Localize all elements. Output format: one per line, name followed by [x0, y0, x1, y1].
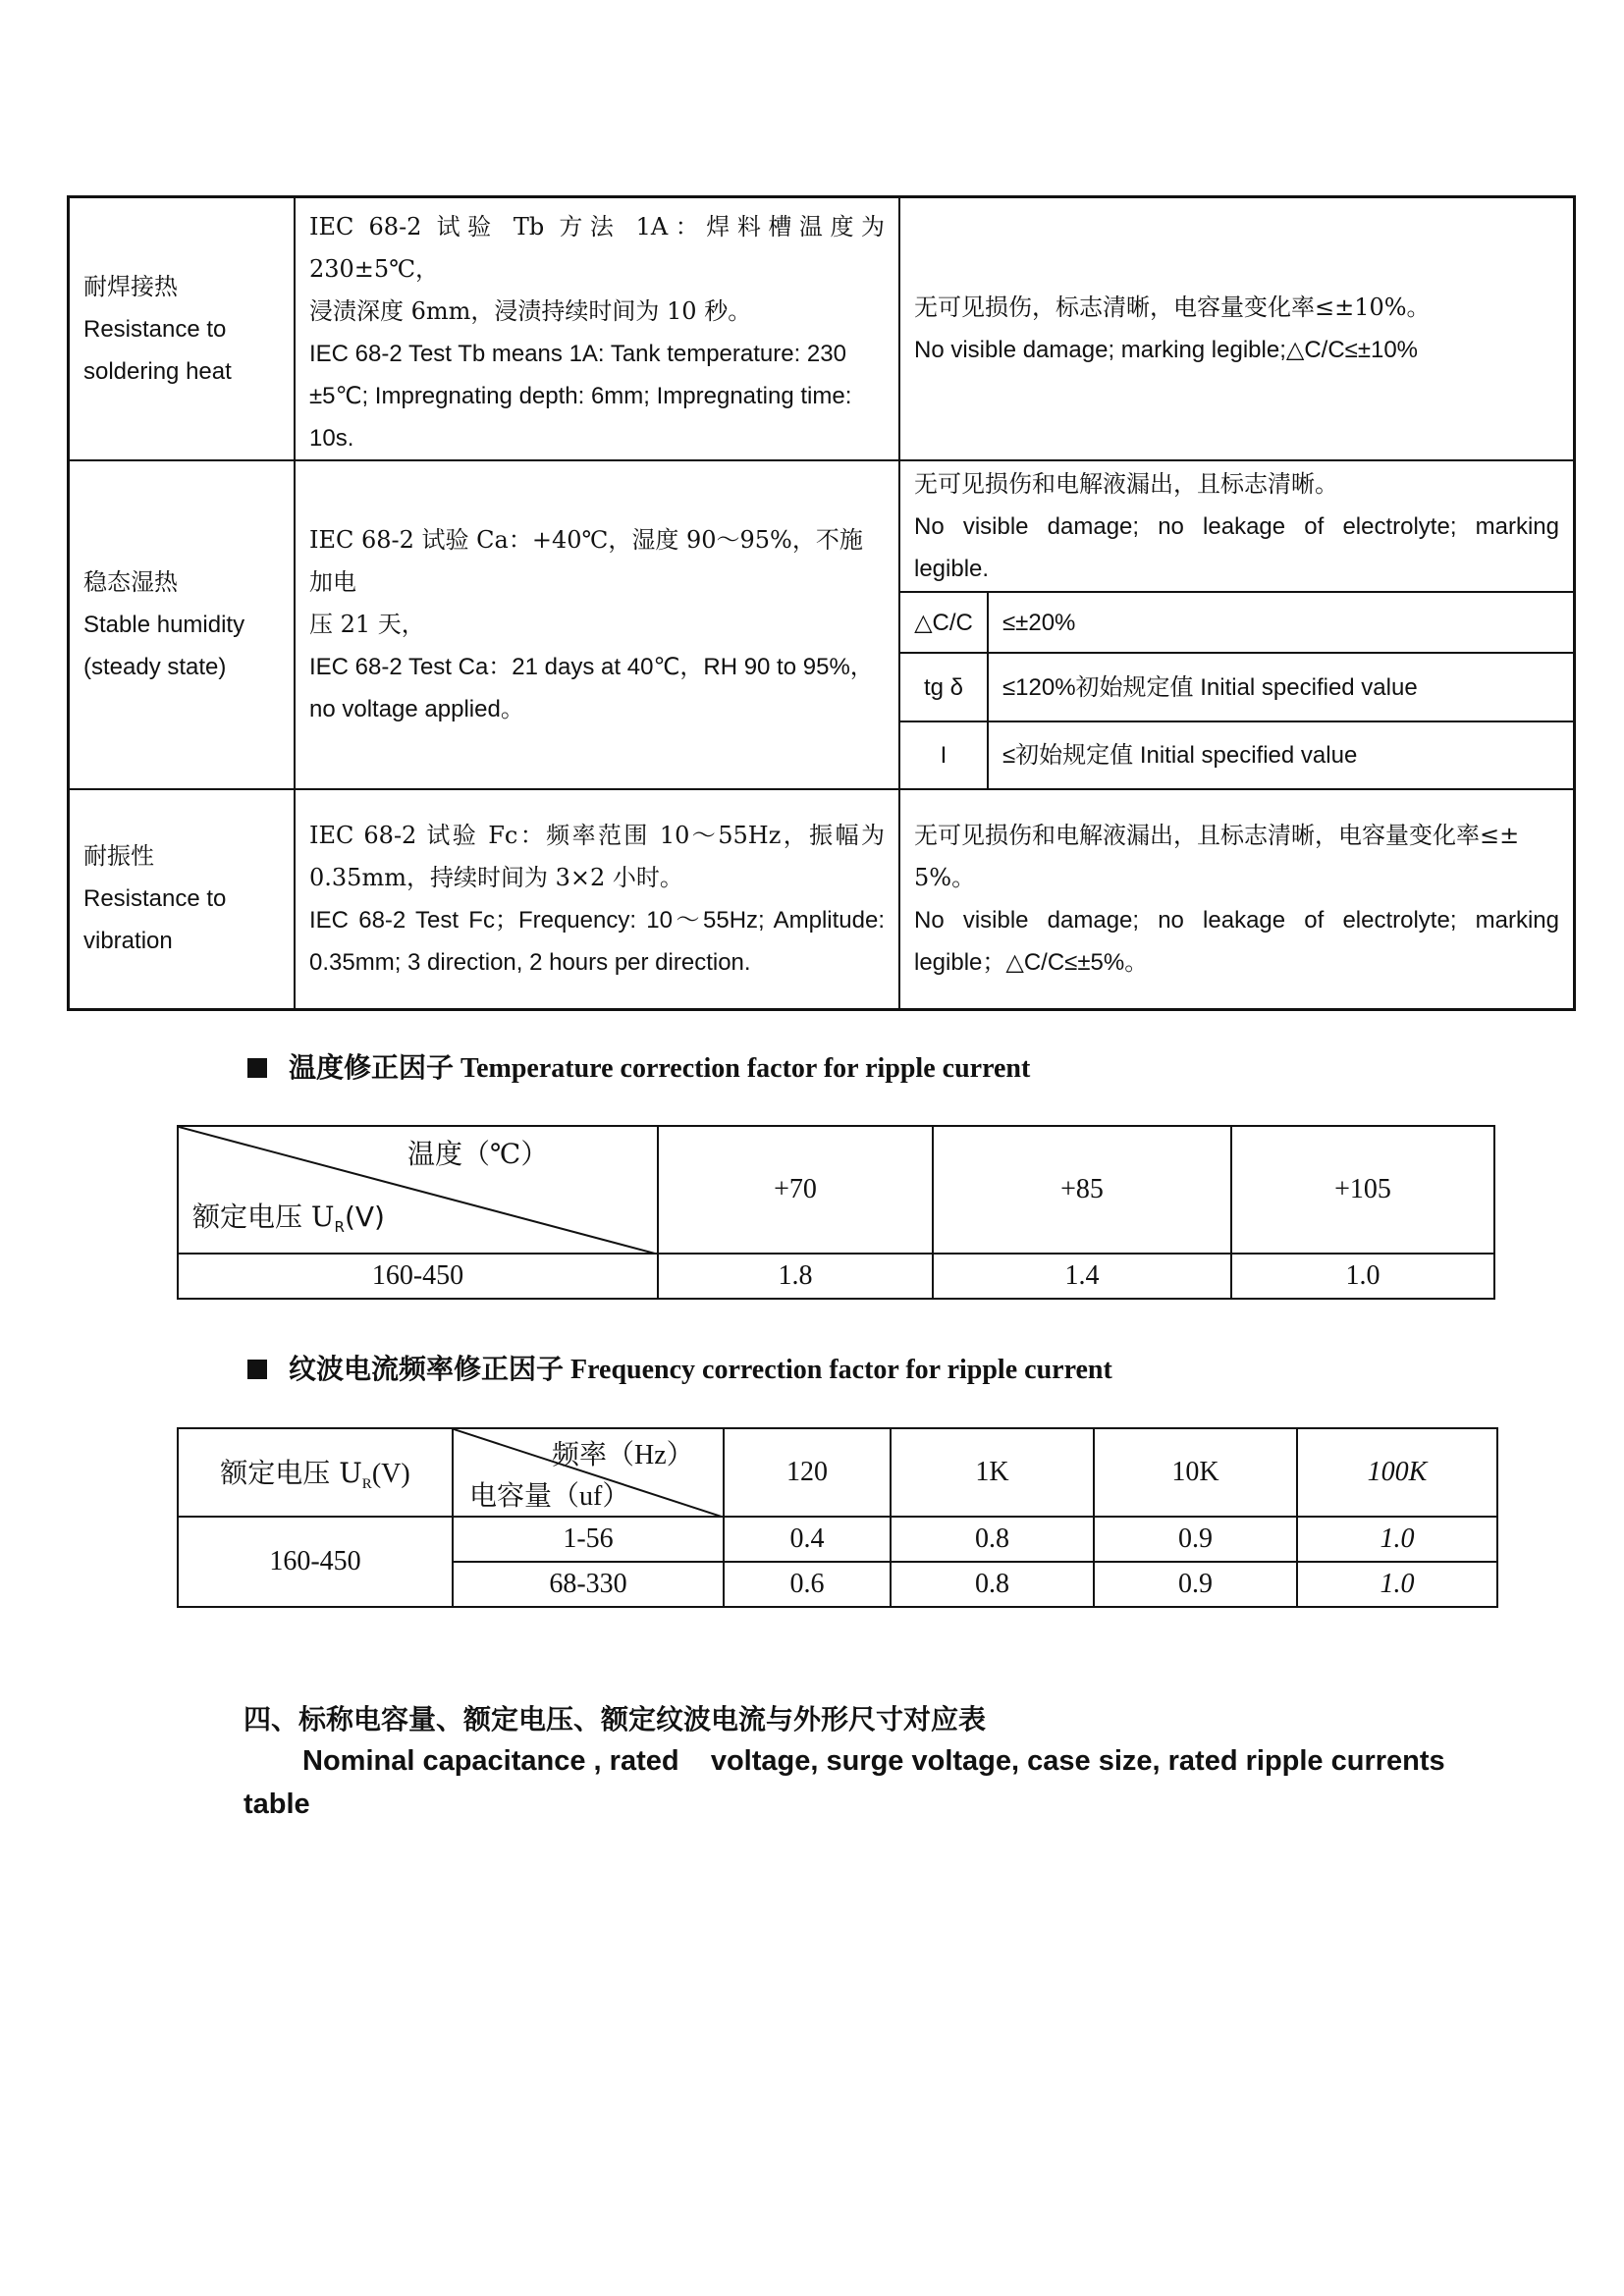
test-name-en: Resistance to — [83, 885, 227, 913]
freq-section-heading — [247, 1348, 1112, 1387]
column-header: 120 — [724, 1428, 891, 1517]
test-name-cn: 稳态湿热 — [83, 568, 178, 596]
method-line: IEC 68-2 Test Fc；Frequency: 10～55Hz; Amplitude: — [309, 906, 885, 934]
test-conditions-table — [67, 195, 1576, 1011]
test-requirement-cell — [899, 460, 1575, 789]
bullet-square-icon — [247, 1360, 267, 1379]
test-method-cell — [295, 460, 899, 789]
table-cell: 0.4 — [724, 1517, 891, 1562]
section-four-subtitle — [244, 1739, 1471, 1826]
table-cell: 1.0 — [1297, 1562, 1497, 1607]
test-name-cn: 耐振性 — [83, 842, 154, 871]
table-cell: 0.6 — [724, 1562, 891, 1607]
sub-item-value: ≤初始规定值 Initial specified value — [988, 721, 1573, 788]
test-name-cn: 耐焊接热 — [83, 272, 178, 300]
sub-item-value: ≤120%初始规定值 Initial specified value — [988, 653, 1573, 721]
test-name-en: soldering heat — [83, 357, 232, 385]
table-cell: 1.8 — [658, 1254, 933, 1299]
method-line: 0.35mm; 3 direction, 2 hours per direction. — [309, 948, 751, 976]
row-label: 160-450 — [178, 1254, 658, 1299]
test-requirement-cell — [899, 197, 1575, 461]
method-line: IEC 68-2 试验 Ca：+40℃，湿度 90～95%，不施加电 — [309, 526, 863, 596]
column-header: 10K — [1094, 1428, 1297, 1517]
header-temperature: 温度（℃） — [407, 1138, 549, 1170]
table-cell: 1.4 — [933, 1254, 1231, 1299]
column-header: 100K — [1297, 1428, 1497, 1517]
row-label: 160-450 — [178, 1517, 453, 1607]
header-frequency: 频率（Hz） — [552, 1440, 694, 1470]
test-name-cell — [69, 460, 296, 789]
table-cell: 1.0 — [1231, 1254, 1494, 1299]
frequency-correction-table — [177, 1427, 1498, 1608]
column-header: 1K — [891, 1428, 1094, 1517]
temperature-correction-table — [177, 1125, 1495, 1300]
requirement-line: No visible damage; no leakage of electrolyte; marking — [914, 512, 1559, 540]
method-line: ±5℃; Impregnating depth: 6mm; Impregnating time: — [309, 383, 852, 409]
requirement-line: No visible damage; no leakage of electrolyte; marking — [914, 906, 1559, 934]
list-item — [900, 721, 1573, 788]
header-capacitance: 电容量（uf） — [469, 1481, 630, 1512]
method-line: IEC 68-2 试验 Fc：频率范围 10～55Hz，振幅为 — [309, 821, 885, 849]
capacitance-range: 1-56 — [453, 1517, 724, 1562]
header-rated-voltage: 额定电压 $U_R(V)$ — [192, 1201, 385, 1236]
bullet-square-icon — [247, 1058, 267, 1078]
method-line: IEC 68-2 Test Tb means 1A: Tank temperature: 230 — [309, 341, 846, 367]
method-line: 0.35mm，持续时间为 3×2 小时。 — [309, 863, 683, 891]
requirement-line: 无可见损伤，标志清晰，电容量变化率≤±10%。 — [914, 294, 1431, 321]
table-row — [178, 1517, 1497, 1562]
method-line: IEC 68-2 试验 Tb 方法 1A：焊料槽温度为 230±5℃， — [309, 213, 885, 283]
requirement-line: 无可见损伤和电解液漏出，且标志清晰，电容量变化率≤± — [914, 821, 1520, 849]
table-cell: 1.0 — [1297, 1517, 1497, 1562]
table-row — [69, 460, 1575, 789]
method-line: 浸渍深度 6mm，浸渍持续时间为 10 秒。 — [309, 297, 752, 325]
test-name-en: Resistance to — [83, 315, 227, 343]
test-name-en: vibration — [83, 928, 173, 955]
test-name-en: (steady state) — [83, 654, 227, 680]
test-name-cell — [69, 789, 296, 1009]
table-row — [69, 789, 1575, 1009]
temp-section-heading — [247, 1046, 1030, 1086]
diagonal-header-cell — [453, 1428, 724, 1517]
requirement-line: legible；△C/C≤±5%。 — [914, 948, 1149, 976]
requirement-line: 5%。 — [914, 863, 976, 891]
temp-section-title: 温度修正因子 Temperature correction factor for ripple current — [289, 1053, 1031, 1084]
table-row — [69, 197, 1575, 461]
test-method-cell — [295, 789, 899, 1009]
list-item — [900, 592, 1573, 653]
table-row — [178, 1428, 1497, 1517]
column-header: +105 — [1231, 1126, 1494, 1254]
sub-item-key: I — [900, 721, 988, 788]
capacitance-range: 68-330 — [453, 1562, 724, 1607]
diagonal-header-cell — [178, 1126, 658, 1254]
table-cell: 0.8 — [891, 1562, 1094, 1607]
table-cell: 0.9 — [1094, 1562, 1297, 1607]
requirement-line: 无可见损伤和电解液漏出，且标志清晰。 — [914, 469, 1338, 498]
table-row — [178, 1126, 1494, 1254]
table-cell: 0.9 — [1094, 1517, 1297, 1562]
test-name-en: Stable humidity — [83, 612, 245, 638]
method-line: 压 21 天， — [309, 611, 425, 638]
test-method-cell — [295, 197, 899, 461]
requirement-line: legible. — [914, 555, 990, 582]
subtitle-line: Nominal capacitance , rated voltage, surge voltage, case size, rated ripple currents — [302, 1745, 1445, 1777]
method-line: no voltage applied。 — [309, 696, 524, 722]
test-requirement-cell — [899, 789, 1575, 1009]
requirement-subtable — [900, 461, 1573, 788]
section-four-title: 四、标称电容量、额定电压、额定纹波电流与外形尺寸对应表 — [244, 1703, 987, 1735]
sub-item-key: tg δ — [900, 653, 988, 721]
sub-item-key: △C/C — [900, 592, 988, 653]
method-line: IEC 68-2 Test Ca：21 days at 40℃，RH 90 to 95%， — [309, 654, 874, 680]
method-line: 10s. — [309, 425, 354, 452]
subtitle-line: table — [244, 1789, 310, 1820]
freq-section-title: 纹波电流频率修正因子 Frequency correction factor for ripple current — [289, 1355, 1112, 1385]
column-header: +70 — [658, 1126, 933, 1254]
requirement-line: No visible damage; marking legible;△C/C≤±10% — [914, 337, 1419, 363]
list-item — [900, 653, 1573, 721]
sub-item-value: ≤±20% — [988, 592, 1573, 653]
table-cell: 0.8 — [891, 1517, 1094, 1562]
column-header: +85 — [933, 1126, 1231, 1254]
test-name-cell — [69, 197, 296, 461]
header-rated-voltage: 额定电压 $U_R(V)$ — [178, 1428, 453, 1517]
table-row — [178, 1254, 1494, 1299]
